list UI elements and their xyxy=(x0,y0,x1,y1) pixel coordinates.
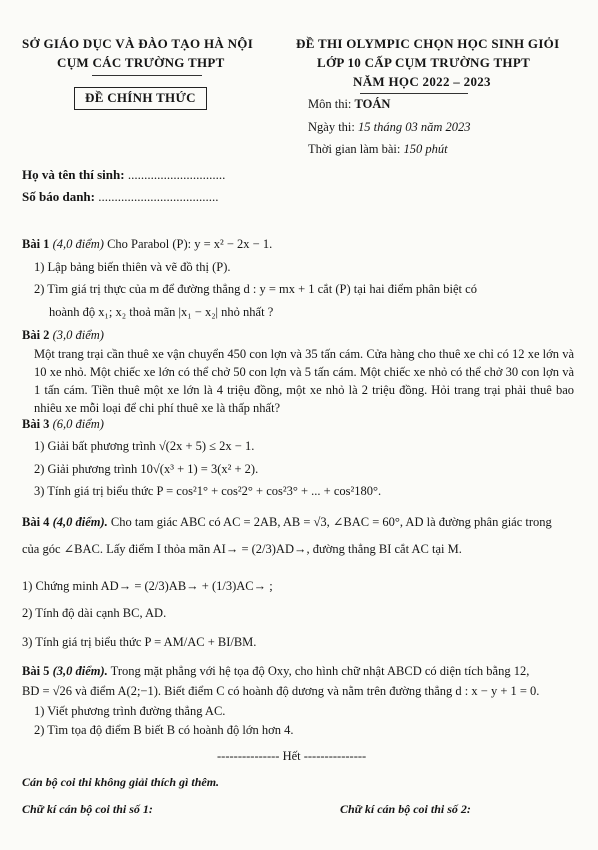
problem-4-intro-line-1: Cho tam giác ABC có AC = 2AB, AB = √3, ∠BAC = 60°, AD là đường phân giác trong xyxy=(110,515,552,529)
subject-row xyxy=(308,95,390,113)
candidate-name-label: Họ và tên thí sinh: xyxy=(22,167,125,182)
problem-3-question-3: 3) Tính giá trị biểu thức P = cos²1° + cos²2° + cos²3° + ... + cos²180°. xyxy=(34,484,382,498)
candidate-number-row xyxy=(22,188,218,206)
subject-label: Môn thi: xyxy=(308,97,352,111)
candidate-number-label: Số báo danh: xyxy=(22,189,95,204)
problem-2-heading xyxy=(22,326,104,344)
duration-label: Thời gian làm bài: xyxy=(308,142,401,156)
problem-3-heading xyxy=(22,415,104,433)
problem-2-points: (3,0 điểm) xyxy=(52,328,104,342)
candidate-name-dots: .............................. xyxy=(127,167,226,182)
problem-5-intro-line-1: Trong mặt phẳng với hệ tọa độ Oxy, cho hình chữ nhật ABCD có diện tích bằng 12, xyxy=(110,664,530,678)
problem-4-question-2: 2) Tính độ dài cạnh BC, AD. xyxy=(22,606,167,620)
header-underline-right xyxy=(360,93,468,94)
problem-2-text: Một trang trại cần thuê xe vận chuyển 450 con lợn và 35 tấn cám. Cửa hàng cho thuê xe chỉ có 12 xe lớn và 10 xe nhỏ. Một chiếc xe lớn có thể chở 50 con lợn và 5 tấn cám. Một chiếc xe nhỏ có thể chở 30 con lợn và 1 tấn cám. Tiền thuê một xe lớn là 4 triệu đồng, một xe nhỏ là 2 triệu đồng. Hỏi trang trại phải thuê bao nhiêu xe mỗi loại để chi phí thuê xe là thấp nhất? xyxy=(34,347,574,415)
school-cluster-name: CỤM CÁC TRƯỜNG THPT xyxy=(57,55,225,70)
problem-1-title: Bài 1 xyxy=(22,237,50,251)
end-of-exam-mark: --------------- Hết --------------- xyxy=(217,749,367,763)
exam-title: ĐỀ THI OLYMPIC CHỌN HỌC SINH GIỎI xyxy=(296,36,560,51)
duration-value: 150 phút xyxy=(403,142,448,156)
problem-4-heading xyxy=(22,513,552,531)
problem-4-intro-line-2: của góc ∠BAC. Lấy điểm I thỏa mãn AI→ = (2/3)AD→, đường thẳng BI cắt AC tại M. xyxy=(22,542,462,556)
exam-grade-level: LỚP 10 CẤP CỤM TRƯỜNG THPT xyxy=(317,55,531,70)
problem-5-intro-line-2: BD = √26 và điểm A(2;−1). Biết điểm C có hoành độ dương và nằm trên đường thẳng d : x − y + 1 = 0. xyxy=(22,684,540,698)
problem-1-question-2-line-2: hoành độ x₁; x₂ thoả mãn |x₁ − x₂| nhỏ nhất ? xyxy=(49,305,274,319)
exam-date-label: Ngày thi: xyxy=(308,120,355,134)
problem-5-points: (3,0 điểm). xyxy=(52,664,108,678)
problem-2-title: Bài 2 xyxy=(22,328,50,342)
problem-3-title: Bài 3 xyxy=(22,417,50,431)
official-exam-stamp: ĐỀ CHÍNH THỨC xyxy=(74,87,207,110)
problem-1-question-2-line-1: 2) Tìm giá trị thực của m để đường thẳng d : y = mx + 1 cắt (P) tại hai điểm phân biệt có xyxy=(34,282,477,296)
problem-5-question-2: 2) Tìm tọa độ điểm B biết B có hoành độ lớn hơn 4. xyxy=(34,723,294,737)
problem-3-question-2: 2) Giải phương trình 10√(x³ + 1) = 3(x² + 2). xyxy=(34,462,259,476)
candidate-name-row xyxy=(22,166,225,184)
problem-4-question-3: 3) Tính giá trị biểu thức P = AM/AC + BI/BM. xyxy=(22,635,257,649)
problem-1-intro: Cho Parabol (P): y = x² − 2x − 1. xyxy=(107,237,273,251)
problem-4-title: Bài 4 xyxy=(22,515,50,529)
invigilator-2-signature-label: Chữ kí cán bộ coi thi số 2: xyxy=(340,802,471,816)
duration-row xyxy=(308,140,448,158)
problem-1-points: (4,0 điểm) xyxy=(52,237,104,251)
header-underline-left xyxy=(92,75,202,76)
exam-date-row xyxy=(308,118,471,136)
invigilator-1-signature-label: Chữ kí cán bộ coi thi số 1: xyxy=(22,802,153,816)
problem-5-question-1: 1) Viết phương trình đường thẳng AC. xyxy=(34,704,226,718)
problem-1-question-1: 1) Lập bảng biến thiên và vẽ đồ thị (P). xyxy=(34,260,231,274)
problem-3-question-1: 1) Giải bất phương trình √(2x + 5) ≤ 2x − 1. xyxy=(34,439,255,453)
problem-4-points: (4,0 điểm). xyxy=(52,515,108,529)
subject-value: TOÁN xyxy=(354,97,391,111)
problem-5-heading xyxy=(22,662,529,680)
candidate-number-dots: ..................................... xyxy=(98,189,219,204)
school-year: NĂM HỌC 2022 – 2023 xyxy=(353,74,491,89)
problem-1-heading xyxy=(22,235,272,253)
department-name: SỞ GIÁO DỤC VÀ ĐÀO TẠO HÀ NỘI xyxy=(22,36,254,51)
problem-5-title: Bài 5 xyxy=(22,664,50,678)
exam-date-value: 15 tháng 03 năm 2023 xyxy=(358,120,471,134)
invigilator-note: Cán bộ coi thi không giải thích gì thêm. xyxy=(22,775,220,789)
problem-3-points: (6,0 điểm) xyxy=(52,417,104,431)
problem-4-question-1: 1) Chứng minh AD→ = (2/3)AB→ + (1/3)AC→ ; xyxy=(22,579,273,593)
